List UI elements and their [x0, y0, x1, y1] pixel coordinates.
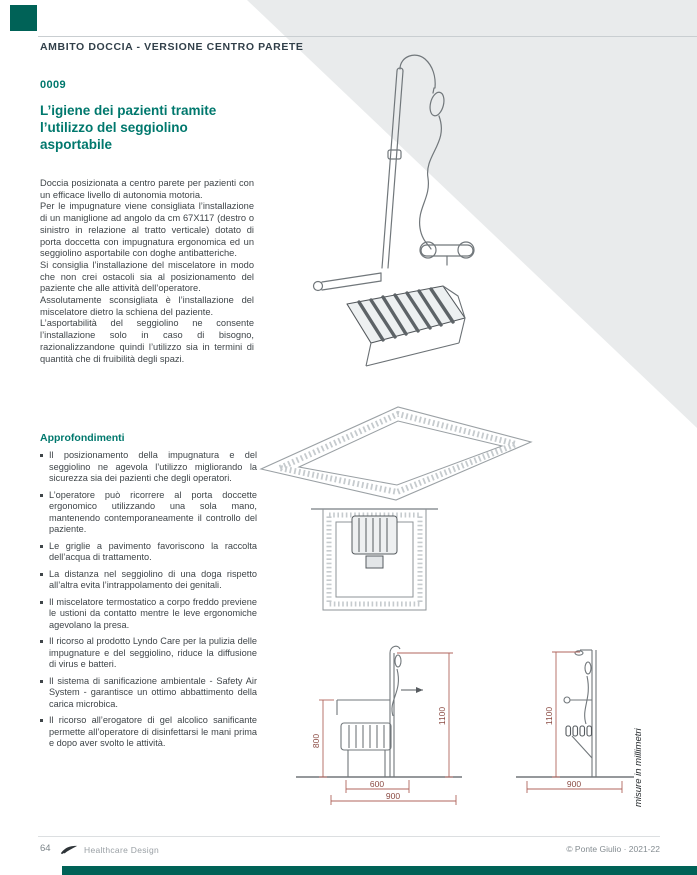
- units-note: misure in millimetri: [633, 728, 644, 807]
- header-rule: [38, 36, 697, 37]
- healthcare-design-logo-icon: [60, 845, 78, 855]
- approfondimenti-item: Il posizionamento della impugnatura e del seggiolino ne agevola l’utilizzo migliorando la sicurezza sia dei pazienti che degli operatori.: [40, 450, 257, 485]
- approfondimenti-list: [40, 450, 257, 755]
- article-paragraph: Doccia posizionata a centro parete per pazienti con un efficace livello di autonomia motoria.: [40, 178, 254, 200]
- bottom-accent-bar: [62, 866, 697, 875]
- approfondimenti-item: Il ricorso all’erogatore di gel alcolico sanificante permette all’operatore di disinfettarsi le mani prima e dopo aver svolto le attività.: [40, 715, 257, 750]
- dim-front-width-outer: 900: [385, 791, 401, 801]
- page-number: 64: [40, 843, 51, 854]
- footer-copyright: © Ponte Giulio · 2021-22: [566, 844, 660, 854]
- approfondimenti-heading: Approfondimenti: [40, 432, 125, 444]
- dim-side-height: 1100: [544, 706, 554, 726]
- dim-front-width-inner: 600: [369, 779, 385, 789]
- dim-front-height-right: 1100: [437, 706, 447, 726]
- dim-side-depth: 900: [566, 779, 582, 789]
- approfondimenti-item: Le griglie a pavimento favoriscono la raccolta dell’acqua di trattamento.: [40, 541, 257, 564]
- article-paragraph: L’asportabilità del seggiolino ne consente l’installazione solo in caso di bisogno, razionalizzandone quindi l’utilizzo sia in termini di quantità che di fruibilità degli spazi.: [40, 318, 254, 364]
- product-code: 0009: [40, 79, 67, 91]
- section-title: AMBITO DOCCIA - VERSIONE CENTRO PARETE: [40, 41, 304, 53]
- dim-front-height-left: 800: [311, 733, 321, 749]
- approfondimenti-item: Il ricorso al prodotto Lyndo Care per la pulizia delle impugnature e del seggiolino, riduce la diffusione di virus e batteri.: [40, 636, 257, 671]
- footer-brand: Healthcare Design: [84, 845, 160, 855]
- article-paragraph: Assolutamente sconsigliata è l’installazione del miscelatore dietro la schiena del paziente.: [40, 295, 254, 317]
- approfondimenti-item: La distanza nel seggiolino di una doga rispetto all’altra evita l’intrappolamento dei genitali.: [40, 569, 257, 592]
- approfondimenti-item: L’operatore può ricorrere al porta doccette ergonomico utilizzando una sola mano, mantenendo contemporaneamente il controllo del paziente.: [40, 490, 257, 536]
- footer-rule: [38, 836, 660, 837]
- approfondimenti-item: Il sistema di sanificazione ambientale - Safety Air System - garantisce un ottimo abbattimento della carica microbica.: [40, 676, 257, 711]
- article-body: [40, 178, 254, 365]
- article-paragraph: Per le impugnature viene consigliata l’installazione di un maniglione ad angolo da cm 67X117 (destro o sinistro in relazione al tratto verticale) dotato di porta doccetta con impugnatura ergonomica ed un seggiolino asportabile con doghe antibatteriche.: [40, 201, 254, 259]
- approfondimenti-item: Il miscelatore termostatico a corpo freddo previene le ustioni da contatto mentre le leve ergonomiche agevolano la presa.: [40, 597, 257, 632]
- article-paragraph: Si consiglia l’installazione del miscelatore in modo che non crei ostacoli sia al posizionamento del paziente che alle attività dell’operatore.: [40, 259, 254, 294]
- article-title: L’igiene dei pazienti tramite l’utilizzo del seggiolino asportabile: [40, 103, 217, 152]
- brand-corner-mark: [10, 5, 37, 31]
